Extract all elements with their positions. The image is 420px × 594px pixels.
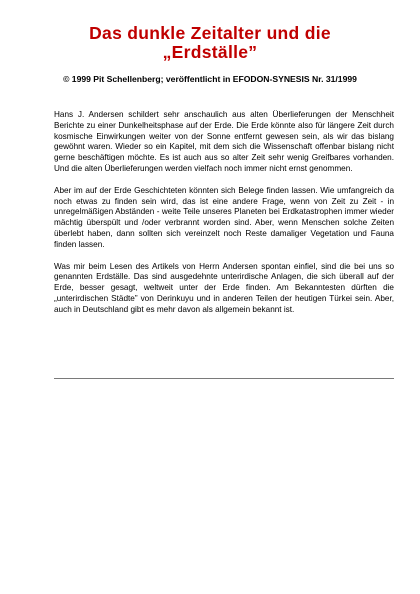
horizontal-rule: [54, 378, 394, 379]
article-body: [54, 110, 394, 327]
byline: © 1999 Pit Schellenberg; veröffentlicht in EFODON-SYNESIS Nr. 31/1999: [63, 74, 357, 84]
paragraph-1: Hans J. Andersen schildert sehr anschaulich aus alten Überlieferungen der Menschheit Berichte zu einer Dunkelheitsphase auf der Erde. Die Erde könnte also für längere Zeit durch kosmische Einwirkungen weiter von der Sonne entfernt gewesen sein, als wir das bislang gewöhnt waren. Wieder so ein Kapitel, mit dem sich die Wissenschaft offenbar bislang nicht gerne beschäftigen möchte. Es ist auch aus so alter Zeit sehr wenig Greifbares vorhanden. Und die alten Überlieferungen werden vielfach noch immer nicht ernst genommen.: [54, 110, 394, 173]
document-title: [20, 24, 400, 62]
title-line-1: Das dunkle Zeitalter und die: [89, 23, 331, 43]
paragraph-2: Aber im auf der Erde Geschichteten könnten sich Belege finden lassen. Wie umfangreich da noch etwas zu finden sein wird, das ist eine andere Frage, wenn von Zeit zu Zeit - in unregelmäßigen Abständen - weite Teile unseres Planeten bei Erdkatastrophen immer wieder mächtig überspült und /oder verbrannt worden sind. Aber, wenn Menschen solche Zeiten überlebt haben, dann sollten sich vereinzelt noch Reste damaliger Vegetation und Fauna finden lassen.: [54, 185, 394, 249]
title-line-2: „Erdställe”: [162, 42, 258, 62]
paragraph-3: Was mir beim Lesen des Artikels von Herrn Andersen spontan einfiel, sind die bei uns so genannten Erdställe. Das sind ausgedehnte unterirdische Anlagen, die sich überall auf der Erde, besser gesagt, weltweit unter der Erde finden. Am Bekanntesten dürften die „unterirdischen Städte” von Derinkuyu und in anderen Teilen der heutigen Türkei sein. Aber, auch in Deutschland gibt es mehr davon als allgemein bekannt ist.: [54, 261, 394, 314]
